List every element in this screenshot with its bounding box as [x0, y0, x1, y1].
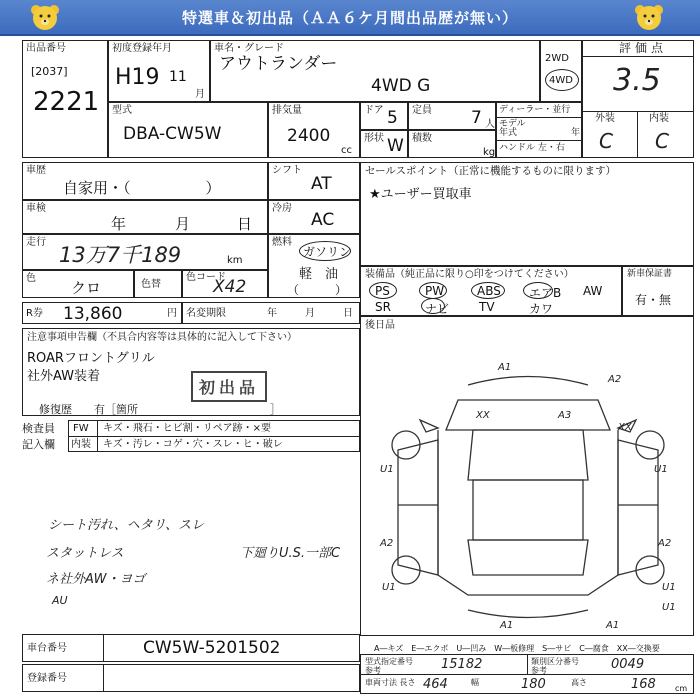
capacity-cell: [408, 102, 496, 130]
inspector-label2: 記入欄: [22, 438, 55, 451]
car-name-label: 車名・グレード: [214, 43, 284, 54]
diagram-right-side: [618, 440, 658, 575]
rating-label: 評価点: [619, 41, 668, 55]
displacement-value: 2400: [287, 126, 331, 146]
damage-legend: A―キズ E―エクボ U―凹み W―板修理 S―サビ C―腐食 XX―交換要: [374, 644, 660, 653]
inspector-row1: キズ・飛石・ヒビ割・リペア跡・×要: [103, 423, 271, 434]
capacity-unit: 人: [485, 119, 495, 130]
inspection-month: 月: [175, 215, 191, 233]
type-num-ref: 参考: [365, 666, 381, 675]
new-car-label: 新車保証書: [627, 269, 673, 279]
name-change-label: 名変期限: [186, 308, 226, 319]
name-change-month: 月: [305, 308, 315, 319]
shift-cell: [268, 162, 360, 200]
equipment-cell: [360, 266, 622, 316]
drive-4wd: 4WD: [549, 75, 573, 86]
color-cell: [22, 270, 134, 298]
equip-airbag: エアB: [529, 286, 562, 300]
car-name-cell: [210, 40, 540, 102]
mark-u1: U1: [380, 464, 394, 475]
inspector-label1: 検査員: [22, 422, 55, 435]
usage-value: 自家用・（ ）: [63, 179, 221, 197]
mark-a1: A1: [500, 620, 514, 630]
color-change-label: 色替: [141, 279, 161, 290]
inspector-row2: キズ・汚レ・コゲ・穴・スレ・ヒ・破レ: [103, 439, 283, 450]
equip-leather: カワ: [529, 302, 554, 316]
shape-value: W: [387, 136, 404, 156]
notes-line1: ROARフロントグリル: [27, 351, 155, 366]
recycle-label: R券: [26, 308, 43, 319]
name-change-day: 日: [343, 308, 353, 319]
inspection-label: 車検: [26, 203, 46, 214]
lot-number: 2221: [33, 87, 100, 117]
diagram-windshield: [468, 430, 588, 480]
repair-history: 修復歴 有［箇所 ］: [39, 403, 281, 416]
bear-mascot-icon: [632, 2, 666, 34]
mark-u1: U1: [662, 602, 676, 613]
doors-label: ドア: [364, 105, 384, 116]
fuel-cell: [268, 234, 360, 298]
first-reg-label: 初度登録年月: [112, 43, 172, 54]
bear-mascot-icon: [28, 2, 62, 34]
first-listing-stamp: 初出品: [191, 371, 267, 402]
color-code-label: 色コード: [186, 272, 226, 283]
car-diagram: [378, 360, 678, 630]
diagram-body: [438, 430, 618, 595]
remark-line2: スタットレス: [46, 546, 124, 561]
lot-number-label: 出品番号: [26, 43, 66, 54]
mark-xx: XX: [476, 410, 490, 421]
mark-a2: A2: [608, 374, 622, 385]
ac-label: 冷房: [272, 203, 292, 214]
dealer-label: ディーラー・並行: [499, 105, 571, 115]
capacity-label: 定員: [412, 105, 432, 116]
type-num-label: 型式指定番号: [365, 657, 413, 666]
load-cell: [408, 130, 496, 158]
mileage-cell: [22, 234, 268, 270]
color-change-cell: [134, 270, 182, 298]
first-reg-cell: [108, 40, 210, 102]
width-value: 180: [521, 677, 546, 692]
equip-navi: ナビ: [425, 302, 450, 316]
class-num-label: 類別区分番号: [531, 657, 579, 666]
model-year-label2: 年式: [499, 128, 518, 138]
model-label: 型式: [112, 105, 132, 116]
rear-seat-label: 後日品: [365, 320, 395, 331]
remark-line1: シート汚れ、ヘタリ、スレ: [48, 518, 205, 533]
remark-line5: 下廻りU.S.一部C: [240, 546, 341, 561]
shape-cell: [360, 130, 408, 158]
rating-value: 3.5: [613, 63, 661, 98]
ac-value: AC: [311, 210, 335, 230]
car-grade: 4WD G: [371, 76, 431, 96]
new-car-value: 有・無: [635, 293, 672, 307]
sales-point-cell: [360, 162, 694, 266]
model-year-label1: モデル: [499, 119, 526, 129]
diagram-front-bumper: [468, 377, 588, 386]
mileage-label: 走行: [26, 237, 46, 248]
new-car-warranty-cell: [622, 266, 694, 316]
notes-cell: [22, 328, 360, 416]
sales-point: ★ユーザー買取車: [369, 187, 472, 202]
fuel-label: 燃料: [272, 237, 292, 248]
usage-label: 車歴: [26, 165, 46, 176]
width-label: 幅: [471, 678, 479, 687]
mileage-unit: km: [227, 255, 243, 266]
mileage-value: 13万7千189: [59, 243, 182, 267]
spec-unit: cm: [675, 684, 688, 693]
model-cell: [108, 102, 268, 158]
doors-value: 5: [387, 108, 398, 128]
fuel-gas: ガソリン: [303, 245, 352, 259]
registration-cell: [22, 664, 360, 692]
name-change-year: 年: [267, 308, 277, 319]
diagram-left-side: [398, 440, 438, 575]
model-value: DBA-CW5W: [123, 124, 222, 144]
diagram-hood: [446, 400, 610, 430]
mark-xx: XX: [618, 422, 632, 433]
mark-u1: U1: [662, 582, 676, 593]
color-value: クロ: [71, 279, 102, 297]
mark-u1: U1: [654, 464, 668, 475]
remark-line3: ネ社外AW・ヨゴ: [46, 572, 146, 587]
diagram-rear-bumper: [468, 610, 588, 618]
class-num: 0049: [611, 657, 645, 672]
mark-a1: A1: [498, 362, 512, 373]
car-name: アウトランダー: [219, 54, 338, 74]
inspector-table: [68, 420, 360, 452]
diagram-roof: [473, 480, 583, 540]
dealer-cell: [496, 102, 582, 158]
displacement-unit: cc: [341, 145, 352, 156]
usage-cell: [22, 162, 268, 200]
mark-u1: U1: [382, 582, 396, 593]
rating-cell: [582, 40, 694, 158]
load-unit: kg: [483, 147, 496, 158]
mark-a1: A1: [606, 620, 620, 630]
diagram-rear-glass: [468, 540, 588, 575]
rating-int-label: 内装: [649, 113, 669, 124]
displacement-cell: [268, 102, 360, 158]
inspector-row1-head: FW: [73, 423, 89, 434]
rating-int: C: [655, 129, 669, 153]
equip-abs: ABS: [477, 284, 501, 298]
rating-ext-label: 外装: [595, 113, 615, 124]
notes-label: 注意事項申告欄（不具合内容等は具体的に記入して下さい）: [27, 332, 297, 343]
drive-2wd: 2WD: [545, 53, 569, 64]
spec-cell: [360, 654, 694, 694]
doors-cell: [360, 102, 408, 130]
type-num: 15182: [441, 657, 483, 672]
inspector-row2-head: 内装: [71, 439, 91, 450]
mark-a2: A2: [658, 538, 672, 549]
shape-label: 形状: [364, 133, 384, 144]
recycle-cell: [22, 302, 182, 324]
capacity-value: 7: [471, 108, 482, 128]
chassis-number: CW5W-5201502: [143, 638, 281, 658]
fuel-diesel: 軽 油: [299, 267, 339, 282]
ac-cell: [268, 200, 360, 234]
recycle-unit: 円: [167, 308, 177, 319]
remark-line4: AU: [52, 594, 68, 607]
height-label: 高さ: [571, 678, 587, 687]
first-reg-month: 11: [169, 69, 187, 85]
drive-cell: [540, 40, 582, 102]
height-value: 168: [631, 677, 656, 692]
notes-line2: 社外AW装着: [27, 369, 101, 384]
fuel-paren: （ ）: [287, 283, 348, 297]
shift-label: シフト: [272, 165, 302, 176]
auction-sheet: [22, 40, 694, 695]
recycle-value: 13,860: [63, 304, 123, 324]
inspection-cell: [22, 200, 268, 234]
chassis-cell: [22, 634, 360, 662]
rating-ext: C: [599, 129, 613, 153]
class-num-ref: 参考: [531, 666, 547, 675]
color-code-cell: [182, 270, 268, 298]
length-value: 464: [423, 677, 448, 692]
equip-sr: SR: [375, 300, 391, 314]
first-reg-unit: 月: [195, 89, 205, 100]
inspection-day: 日: [237, 215, 253, 233]
lot-number-cell: [22, 40, 108, 158]
equip-pw: PW: [425, 284, 445, 298]
sales-label: セールスポイント（正常に機能するものに限ります）: [365, 165, 617, 177]
handle-label: ハンドル 左・右: [499, 143, 565, 153]
first-reg-era: H19: [115, 65, 160, 90]
equip-aw: AW: [583, 284, 603, 298]
length-label: 車両寸法 長さ: [365, 678, 416, 687]
equip-ps: PS: [375, 284, 390, 298]
shift-value: AT: [311, 174, 332, 194]
equip-tv: TV: [479, 300, 495, 314]
displacement-label: 排気量: [272, 105, 302, 116]
equipment-label: 装備品（純正品に限り○印をつけてください）: [365, 269, 574, 280]
color-code: X42: [213, 277, 247, 297]
name-change-cell: [182, 302, 360, 324]
registration-label: 登録番号: [27, 673, 67, 684]
inspection-year: 年: [111, 215, 127, 233]
header-title: 特選車＆初出品（ＡＡ６ケ月間出品歴が無い）: [181, 9, 518, 27]
model-year-unit: 年: [571, 128, 581, 138]
mark-a2: A2: [380, 538, 394, 549]
load-label: 積数: [412, 133, 432, 144]
chassis-label: 車台番号: [27, 643, 67, 654]
color-label: 色: [26, 273, 36, 284]
mark-a3: A3: [558, 410, 572, 421]
lot-sub-number: [2037]: [31, 65, 68, 78]
